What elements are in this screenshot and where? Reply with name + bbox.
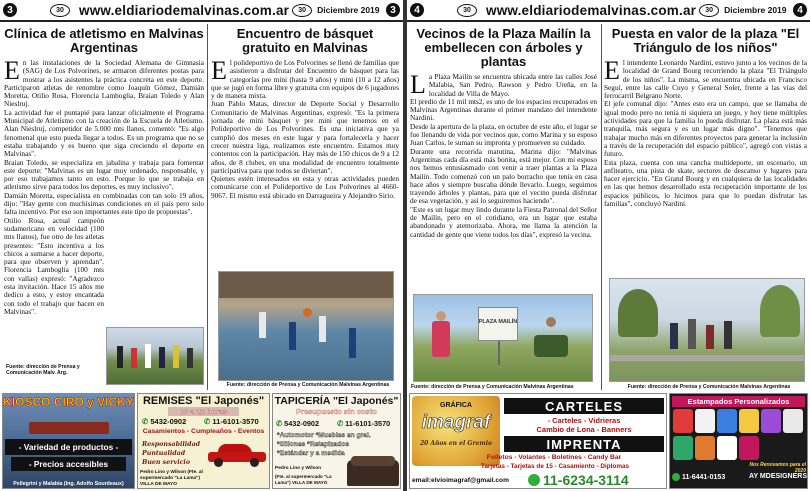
anniversary-30-logo: 30 [50, 4, 70, 17]
phone-number: 5432-0902 [150, 417, 187, 426]
page-header [0, 0, 403, 22]
ad-line: - Precios accesibles [11, 457, 126, 471]
phone-number: 5432-0902 [284, 419, 320, 428]
ad-address: Pedro Lino y Wilson (Fte. al supermercado "La Lama") [140, 470, 203, 481]
drop-cap: L [410, 70, 426, 99]
paragraph: Durante una recorrida matutina, Marina dijo: "Malvinas Argentinas cada día está más bonita, está mejor. Con mi esposo nos hemos entusiasmado con venir a traer plantas a la Plaza Mailín. Todo comenzó con un palo borracho que tenía en casa hace años y siempre buscaba dónde llevarlo. Luego, seguimos trayendo árboles y plantas, para que el vecino pueda disfrutar de esa vegetación, y así lo seguiremos haciendo". [410, 146, 597, 206]
ad-grafica-imagraf[interactable] [409, 393, 667, 489]
phone-number: 11-6101-3570 [212, 417, 259, 426]
paragraph: Braian Toledo, se especializa en jabalina y trabaja para fomentar este deporte: "Malvinas es un lugar muy ordenado, responsable, y por eso trabajamos tanto en esto. Porque lo que se trabaja en atletismo sirve para todos los deportes, es muy inclusivo". [4, 157, 204, 192]
ad-phone: ✆ 11-6101-3570 [204, 417, 259, 426]
logo-brand: imagraf [421, 412, 491, 433]
paragraph: n las instalaciones de la Sociedad Alemana de Gimnasia (SAG) de Los Polvorines, se armaron diferentes postas para mostrar a los asistentes la práctica concreta en este deporte. Participaron atletas de renombre como Joaquín Gómez, Damián Moretta, Otilio Rosa, Florencia Lamboglia, Braian Toledo y Alan Nieslruj. [4, 58, 204, 109]
imprenta-heading: IMPRENTA [504, 436, 664, 452]
paragraph: l polideportivo de Los Polvorines se llenó de familias que asistieron a disfrutar del Encuentro de básquet para las categorías pre mini (hasta 9 años) y mini (10 a 12 años) que se jugó en forma libre y gratuita con equipos de 6 jugadores y de manera mixta. [211, 58, 399, 101]
ad-address: (Fte. al supermercado "La Lama") VILLA DE MAYO [275, 474, 332, 485]
logo-top: GRÁFICA [440, 402, 472, 409]
page-number: 3 [3, 3, 17, 17]
article-title: Encuentro de básquet gratuito en Malvinas [236, 26, 374, 55]
imprenta-line: Folletos - Volantes - Boletines - Candy Bar [486, 454, 622, 461]
products-collage [673, 409, 804, 461]
paragraph: Quienes estén interesados en esta y otras actividades pueden comunicarse con el Polideportivo de Los Polvorines al 4660-9067. El mismo está ubicado en Darragueira y Alejandro Sirio. [211, 174, 399, 200]
ad-kiosco[interactable] [2, 393, 135, 489]
photo-caption: Fuente: dirección de Prensa y Comunicación Malvinas Argentinas [226, 382, 390, 388]
phone-number: 11-6441-0153 [682, 473, 726, 481]
site-url[interactable]: www.eldiariodemalvinas.com.ar [79, 2, 290, 18]
paragraph: Desde la apertura de la plaza, en octubre de este año, el lugar se fue llenando de vida por vecinos que, como Marina y su esposo Juan Carlos, le suman su impronta y promueven su cuidado. [410, 121, 597, 148]
basketball-photo [218, 271, 394, 381]
page-4 [407, 0, 810, 491]
phone-number: 11-6101-3570 [345, 419, 391, 428]
carteles-line: - Carteles - Vidrieras [547, 416, 621, 425]
issue-date: Diciembre 2019 [724, 5, 787, 15]
paragraph: Otilio Rosa, actual campeón sudamericano en velocidad (100 mts llanos), fue otro de los atletas presentes: "Esto incentiva a los chicos a sumarse a hacer deporte, para que observen y aprendan". Florencia Lamboglia (100 mts con vallas) expresó: "Agradezco esta invitación. Hace 15 años me dedico a esto, y estoy encantada con todo el trabajo que hacen en Malvinas". [4, 215, 104, 316]
carteles-heading: CARTELES [504, 398, 664, 414]
ad-service: *Sillones *Retapizados [277, 441, 350, 448]
anniversary-30-logo: 30 [457, 4, 477, 17]
page-header [407, 0, 810, 22]
photo-caption: Fuente: dirección de Prensa y Comunicación Malvinas Argentinas [627, 384, 791, 390]
paragraph: l intendente Leonardo Nardini, estuvo junto a los vecinos de la localidad de Grand Bourg recorriendo la plaza "El Triángulo de los niños". La misma, se encuentra ubicada en Francisco Seguí, entre las calle Cuyo y General Soler, frente a las vías del ferrocarril Belgrano Norte. [604, 58, 807, 101]
sofa-image [347, 460, 399, 486]
paragraph: Damián Moretta, especialista en combinadas con tan solo 19 años, dijo: "Hay gente con muchísimas condiciones en el país pero solo falta incentivo. Por eso son importantes este tipo de propuestas". [4, 190, 204, 217]
ad-service: *Automotor *Muebles en gral. [277, 432, 371, 439]
carteles-line: Cambio de Lona - Banners [536, 425, 632, 434]
paragraph: Esta plaza, cuenta con una cancha multideporte, un escenario, un anfiteatro, una pista de skate, sectores de descanso y lugares para hacer ejercicio. "En Grand Bourg y en cualquiera de las localidades en las que hemos desarrollado esta recuperación importante de los espacios públicos, lo hicimos para que lo puedan disfrutar las familias", concluyó Nardini. [604, 157, 807, 209]
page-number: 4 [793, 3, 807, 17]
ad-city: VILLA DE MAYO [140, 482, 177, 487]
ad-phone [672, 473, 725, 481]
ad-address: Pellegrini y Malabia (Ing. Adolfo Sourdeaux) [13, 481, 124, 487]
ad-subtitle: Presupuesto sin costo [296, 407, 377, 416]
anniversary-30-logo: 30 [292, 4, 312, 17]
ad-service: *Estándar y a medida [277, 450, 345, 457]
ad-note: Nos Renovamos para el 2020 [749, 462, 806, 474]
plaza-mailin-photo [413, 294, 593, 382]
ad-quality: Puntualidad [142, 450, 186, 457]
ad-title: REMISES "El Japonés" [142, 395, 265, 407]
issue-date: Diciembre 2019 [317, 5, 380, 15]
ad-quality: Responsabilidad [142, 441, 201, 448]
article-title: Clínica de atletismo en Malvinas Argentinas [4, 26, 204, 55]
column-divider [601, 24, 602, 390]
article-title: Puesta en valor de la plaza "El Triángulo de los niños" [611, 26, 800, 55]
car-image [208, 442, 266, 466]
photo-caption: Fuente: dirección de Prensa y Comunicación Malv. Arg. [6, 364, 80, 376]
ad-email[interactable]: email:elvioimagraf@gmail.com [412, 477, 509, 484]
article-body [211, 56, 399, 200]
paragraph: La actividad fue el puntapié para lanzar oficialmente el Programa Municipal de Atletismo con la creación de la Escuela de Atletismo. Alan Nieslruj, competidor de 5.000 mts llanos, comentó: "Es algo fenomenal que esto pueda llegar a todos. Es un programa que no se estaba trabajando y es bueno que siga creciendo el deporte en Malvinas". [4, 107, 204, 159]
drop-cap: E [4, 56, 20, 85]
page-number: 4 [410, 3, 424, 17]
ad-hours: 08 a 22 horas [168, 407, 239, 416]
drop-cap: E [211, 56, 227, 85]
ad-phone [528, 472, 666, 488]
ad-title: KIOSCO CIRO y VICKY [3, 395, 134, 409]
ad-address: Pedro Lino y Wilson [275, 466, 322, 471]
anniversary-30-logo: 30 [699, 4, 719, 17]
article-body [4, 56, 204, 316]
paragraph: a Plaza Mailín se encuentra ubicada entre las calles José Malabia, San Pedro, Rawson y Pedro Ureña, en la localidad de Villa de Mayo. [428, 72, 597, 98]
article-title: Vecinos de la Plaza Mailín la embellecen con árboles y plantas [416, 26, 591, 69]
paragraph: El jefe comunal dijo: "Antes esto era un campo, que se llamaba de igual modo pero no tenía ni siquiera un juego, y hoy tiene múltiples actividades para que la familia lo pueda disfrutar. La plaza está más tranquila, más segura y es un lugar más digno". "Tenemos que trabajar mucho más en diferentes proyectos para generar la inclusión a través de la recuperación del espacio público", agregó con vistas a futuro. [604, 99, 807, 159]
ad-brand: AY MDESIGNERS [749, 473, 807, 480]
ad-phone: ✆ 5432-0902 [142, 417, 187, 426]
logo-years: 20 Años en el Gremio [419, 440, 493, 447]
phone-number: 11-6234-3114 [543, 472, 629, 488]
ad-tapiceria[interactable] [272, 393, 401, 489]
plaza-triangulo-photo [609, 278, 805, 382]
whatsapp-icon [672, 473, 680, 481]
athletics-photo [106, 327, 204, 385]
ad-line: - Variedad de productos - [5, 439, 132, 455]
page-3 [0, 0, 403, 491]
article-body [410, 70, 597, 239]
ad-phone: ✆ 11-6101-3570 [337, 419, 391, 428]
ad-title: Estampados Personalizados [672, 396, 805, 407]
ad-phone: ✆ 5432-0902 [276, 419, 320, 428]
drop-cap: E [604, 56, 620, 85]
imprenta-line: Tarjetas - Tarjetas de 15 - Casamiento - Diplomas [480, 463, 630, 470]
plaza-sign: PLAZA MAILÍN [478, 319, 518, 325]
ad-title: TAPICERÍA "El Japonés" [274, 395, 399, 407]
site-url[interactable]: www.eldiariodemalvinas.com.ar [486, 2, 697, 18]
ad-remises[interactable] [137, 393, 270, 489]
paragraph: El predio de 11 mil mts2, es uno de los espacios recuperados en Malvinas Argentinas durante el primer mandato del intendente Nardini. [410, 96, 597, 123]
paragraph: Juan Pablo Matas, director de Deporte Social y Desarrollo Comunitario de Malvinas Argentinas, expresó: "Es la primera jornada de mini básquet y pre mini que tenemos en el Polideportivo de Los Polvorines. Es una iniciativa que ya cumplió dos meses en este lugar y para fortalecerla y hacer crecer nuestra liga, realizamos este encuentro. Estamos muy contentos con la participación. Hay más de 150 chicos de 9 a 12 años, de 8 clubes, en una modalidad de encuentro totalmente participativa para que todos se diviertan". [211, 99, 399, 175]
ad-estampados[interactable] [669, 393, 808, 489]
page-number: 3 [386, 3, 400, 17]
photo-caption: Fuente: dirección de Prensa y Comunicación Malvinas Argentinas [411, 384, 574, 390]
paragraph: "Este es un lugar muy lindo durante la Fiesta Patronal del Señor de Mailín, pero en el cotidiano, era un lugar que estaba abandonado y atemorizaba. Ahora, me llama la atención la cantidad de gente que viene todos los días", expresó la vecina. [410, 204, 597, 239]
whatsapp-icon [528, 474, 540, 486]
column-divider [207, 24, 208, 390]
ad-quality: Buen servicio [142, 459, 191, 466]
article-body [604, 56, 807, 209]
ad-events: Casamientos - Cumpleaños - Eventos [142, 428, 265, 435]
